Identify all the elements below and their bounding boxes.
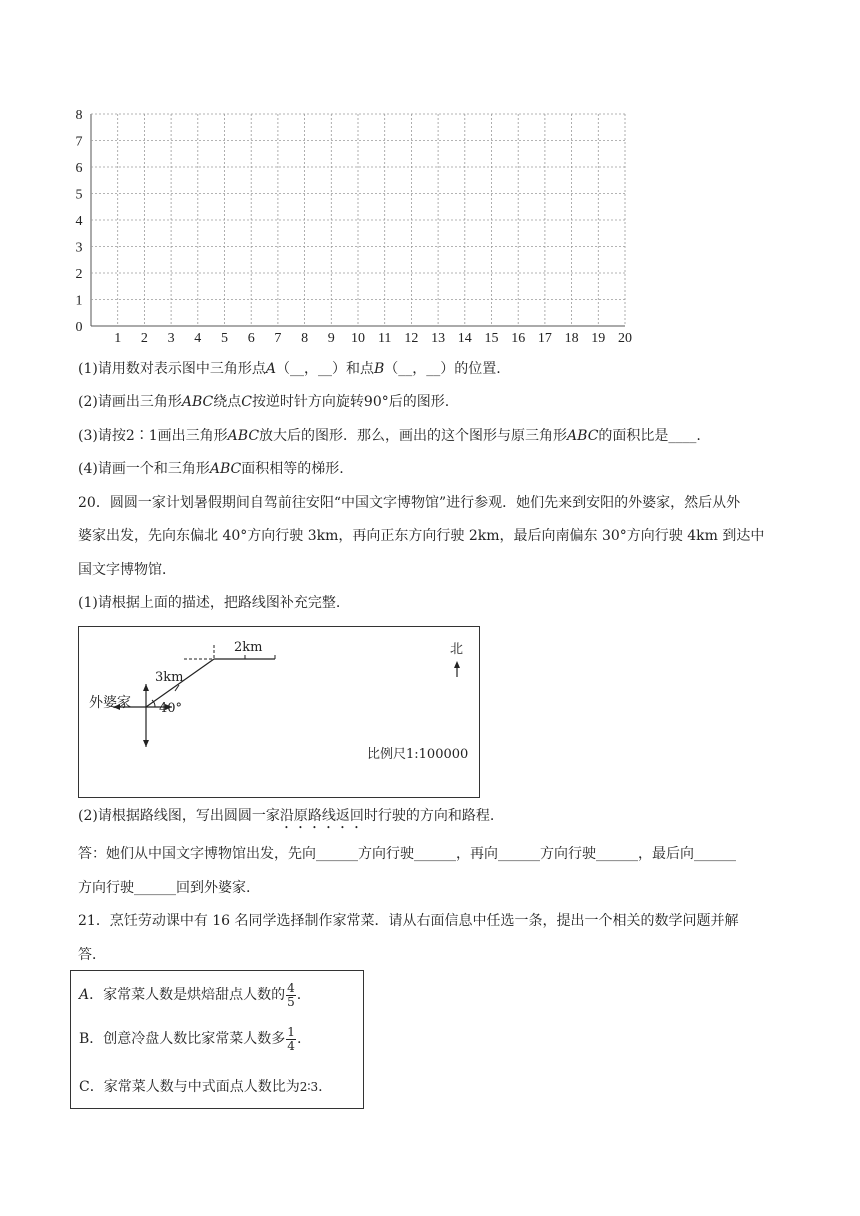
x-tick-label: 19 <box>591 331 606 346</box>
route-map-box <box>78 626 480 798</box>
q20-answer-line1: 答：她们从中国文字博物馆出发，先向______方向行驶______，再向______方向行驶______，最后向______ <box>78 846 736 862</box>
x-tick-label: 17 <box>537 331 552 346</box>
map-seg1-label: 3km <box>155 670 184 685</box>
info-a: A．家常菜人数是烘焙甜点人数的 $\frac{4}{5}$ . <box>79 980 302 1009</box>
x-tick-label: 12 <box>404 331 419 346</box>
y-tick-label: 6 <box>75 161 83 176</box>
info-c: C．家常菜人数与中式面点人数比为2∶3. <box>79 1079 323 1095</box>
x-tick-label: 6 <box>247 331 255 346</box>
y-tick-label: 3 <box>75 240 83 256</box>
map-scale-label: 比例尺1:100000 <box>367 747 469 762</box>
x-tick-label: 18 <box>564 331 579 346</box>
x-tick-label: 10 <box>351 331 365 346</box>
y-tick-label: 0 <box>75 320 83 335</box>
map-north-label: 北 <box>450 642 464 657</box>
fraction-one-quarter: $\frac{1}{4}$ <box>287 1024 295 1053</box>
x-tick-label: 9 <box>327 331 335 346</box>
y-tick-label: 7 <box>75 134 83 150</box>
info-b: B．创意冷盘人数比家常菜人数多 $\frac{1}{4}$ . <box>79 1024 302 1053</box>
map-seg2-label: 2km <box>234 640 263 655</box>
q20-part2: (2)请根据路线图，写出圆圆一家沿原路线返回时行驶的方向和路程. <box>78 808 495 824</box>
x-tick-label: 15 <box>484 331 499 346</box>
x-tick-label: 5 <box>221 331 228 346</box>
q21-line1: 21．烹饪劳动课中有 16 名同学选择制作家常菜．请从右面信息中任选一条，提出一个相关的数学问题并解 <box>78 913 739 929</box>
q21-info-box <box>70 970 364 1109</box>
y-tick-label: 8 <box>75 108 83 123</box>
x-tick-label: 8 <box>301 331 309 346</box>
x-tick-label: 3 <box>167 331 175 346</box>
map-start-label: 外婆家 <box>89 695 131 711</box>
x-tick-label: 1 <box>114 331 122 346</box>
x-tick-label: 4 <box>194 331 202 346</box>
y-tick-label: 5 <box>75 187 83 203</box>
x-tick-label: 7 <box>274 331 282 346</box>
q20-line2: 婆家出发，先向东偏北 40°方向行驶 3km，再向正东方向行驶 2km，最后向南偏东 30°方向行驶 4km 到达中 <box>78 528 765 544</box>
x-tick-label: 13 <box>431 331 446 346</box>
x-tick-label: 16 <box>511 331 526 346</box>
x-tick-label: 14 <box>457 331 472 346</box>
x-tick-label: 11 <box>377 331 392 346</box>
q19-part2: (2)请画出三角形ABC绕点C按逆时针方向旋转90°后的图形. <box>78 394 450 410</box>
y-tick-label: 1 <box>75 293 83 309</box>
x-tick-label: 20 <box>618 331 632 346</box>
route-map <box>79 627 479 797</box>
x-tick-label: 2 <box>140 331 148 346</box>
q19-part4: (4)请画一个和三角形ABC面积相等的梯形. <box>78 461 344 477</box>
fraction-four-fifths: $\frac{4}{5}$ <box>287 980 295 1009</box>
q19-part1: (1)请用数对表示图中三角形点A（__，__）和点B（__，__）的位置. <box>78 361 501 377</box>
q21-line2: 答． <box>78 947 106 963</box>
q20-line1: 20．圆圆一家计划暑假期间自驾前往安阳“中国文字博物馆”进行参观．她们先来到安阳的外婆家，然后从外 <box>78 495 741 511</box>
q20-line3: 国文字博物馆． <box>78 562 176 578</box>
y-tick-label: 2 <box>75 267 83 282</box>
map-angle-label: 40° <box>159 701 183 716</box>
q20-part1: (1)请根据上面的描述，把路线图补充完整. <box>78 595 341 611</box>
q20-answer-line2: 方向行驶______回到外婆家. <box>78 880 251 896</box>
coordinate-grid <box>60 100 660 350</box>
q19-part3: (3)请按2∶1画出三角形ABC放大后的图形．那么，画出的这个图形与原三角形ABC的面积比是____. <box>78 428 701 444</box>
y-tick-label: 4 <box>75 214 83 229</box>
